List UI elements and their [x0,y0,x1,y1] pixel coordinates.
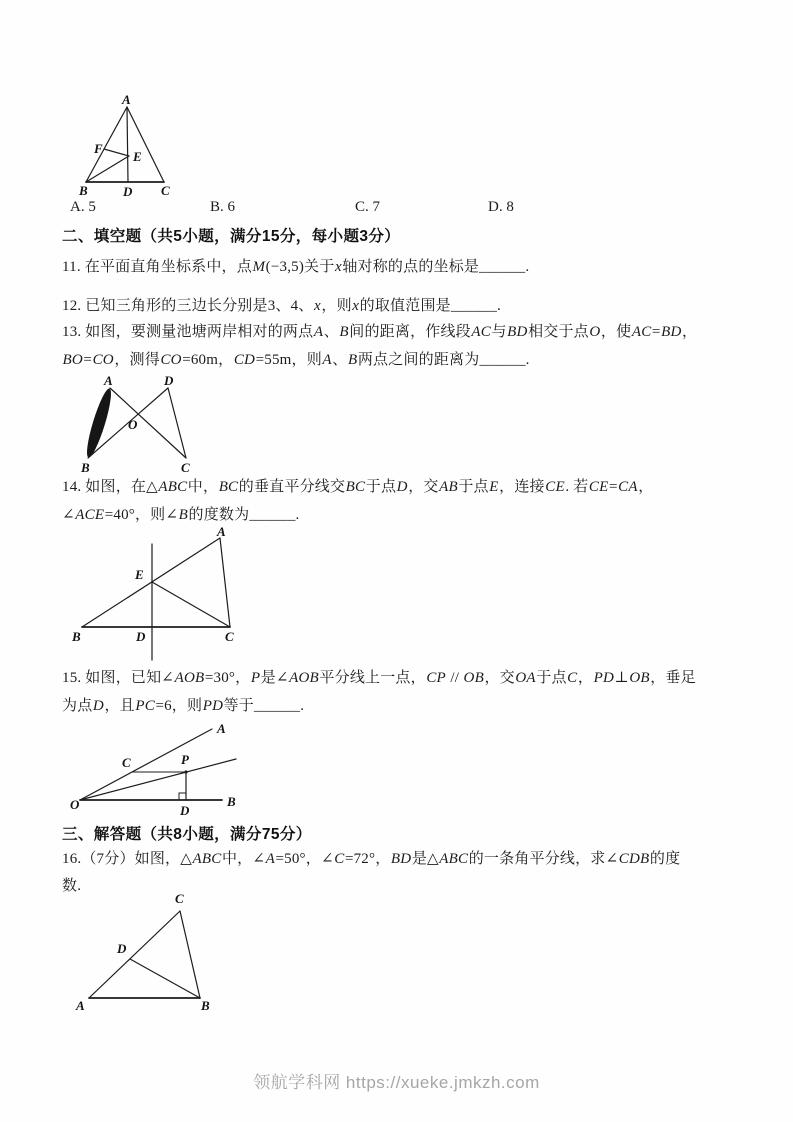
angle-bisector-ray [80,759,236,800]
figure-q10-triangle [78,93,190,205]
option-c: C. 7 [355,199,381,215]
vertex-label-o: O [70,797,80,812]
line-ac [110,388,186,458]
vertex-label-c: C [175,891,184,906]
question-14-text-line2: ∠ACE=40°，则∠B的度数为______. [62,507,300,523]
vertex-label-d: D [136,629,146,644]
vertex-label-f: F [94,141,103,156]
vertex-label-o: O [128,417,138,432]
line-ba [82,538,220,627]
question-13-text-line1: 13. 如图，要测量池塘两岸相对的两点A、B间的距离，作线段AC与BD相交于点O，使AC=BD， [62,324,698,340]
vertex-label-a: A [76,998,85,1013]
point-p-dot [184,770,187,773]
option-d: D. 8 [488,199,514,215]
line-ec [152,582,230,627]
vertex-label-a: A [217,721,226,736]
question-15-text-line2: 为点D，且PC=6，则PD等于______. [62,698,305,714]
site-watermark: 领航学科网 https://xueke.jmkzh.com [253,1073,540,1092]
figure-q13-pond [80,372,215,476]
question-15-text-line1: 15. 如图，已知∠AOB=30°，P是∠AOB平分线上一点，CP // OB，交OA于点C，PD⊥OB，垂足 [62,670,696,686]
option-b: B. 6 [210,199,236,215]
vertex-label-a: A [104,373,113,388]
question-13-text-line2: BO=CO，测得CO=60m，CD=55m，则A、B两点之间的距离为______. [62,352,530,368]
vertex-label-b: B [81,460,90,475]
vertex-label-d: D [123,184,133,199]
question-14-text-line1: 14. 如图，在△ABC中，BC的垂直平分线交BC于点D，交AB于点E，连接CE. 若CE=CA， [62,479,654,495]
question-16-text-line2: 数. [62,878,82,894]
vertex-label-e: E [133,149,142,164]
line-ac [127,107,164,182]
vertex-label-b: B [227,794,236,809]
section-header-answer: 三、解答题（共8小题，满分75分） [62,826,312,843]
question-11-text: 11. 在平面直角坐标系中，点M(−3,5)关于x轴对称的点的坐标是______. [62,259,530,275]
figure-q16-triangle [73,891,231,1017]
line-ac [220,538,230,627]
line-cb [180,911,200,998]
line-db [130,959,200,998]
vertex-label-b: B [72,629,81,644]
line-ac [89,911,180,998]
option-a: A. 5 [70,199,96,215]
vertex-label-c: C [122,755,131,770]
vertex-label-b: B [79,183,88,198]
vertex-label-c: C [225,629,234,644]
section-header-fill-blank: 二、填空题（共5小题，满分15分，每小题3分） [62,228,401,245]
vertex-label-d: D [164,373,174,388]
figure-q14-bisector [66,526,252,662]
vertex-label-p: P [181,752,189,767]
right-angle-mark [179,793,186,800]
vertex-label-a: A [122,92,131,107]
line-fe [104,149,129,156]
ray-oa [80,729,212,800]
line-ab [86,107,127,182]
line-dc [168,388,186,458]
figure-q15-angle [70,718,266,820]
vertex-label-c: C [181,460,190,475]
vertex-label-d: D [117,941,127,956]
question-16-text-line1: 16.（7分）如图，△ABC中，∠A=50°，∠C=72°，BD是△ABC的一条角平分线，求∠CDB的度 [62,851,681,867]
question-12-text: 12. 已知三角形的三边长分别是3、4、x，则x的取值范围是______. [62,298,501,314]
vertex-label-c: C [161,183,170,198]
line-ad [127,107,128,182]
vertex-label-e: E [135,567,144,582]
vertex-label-d: D [180,803,190,818]
vertex-label-b: B [201,998,210,1013]
vertex-label-a: A [217,524,226,539]
